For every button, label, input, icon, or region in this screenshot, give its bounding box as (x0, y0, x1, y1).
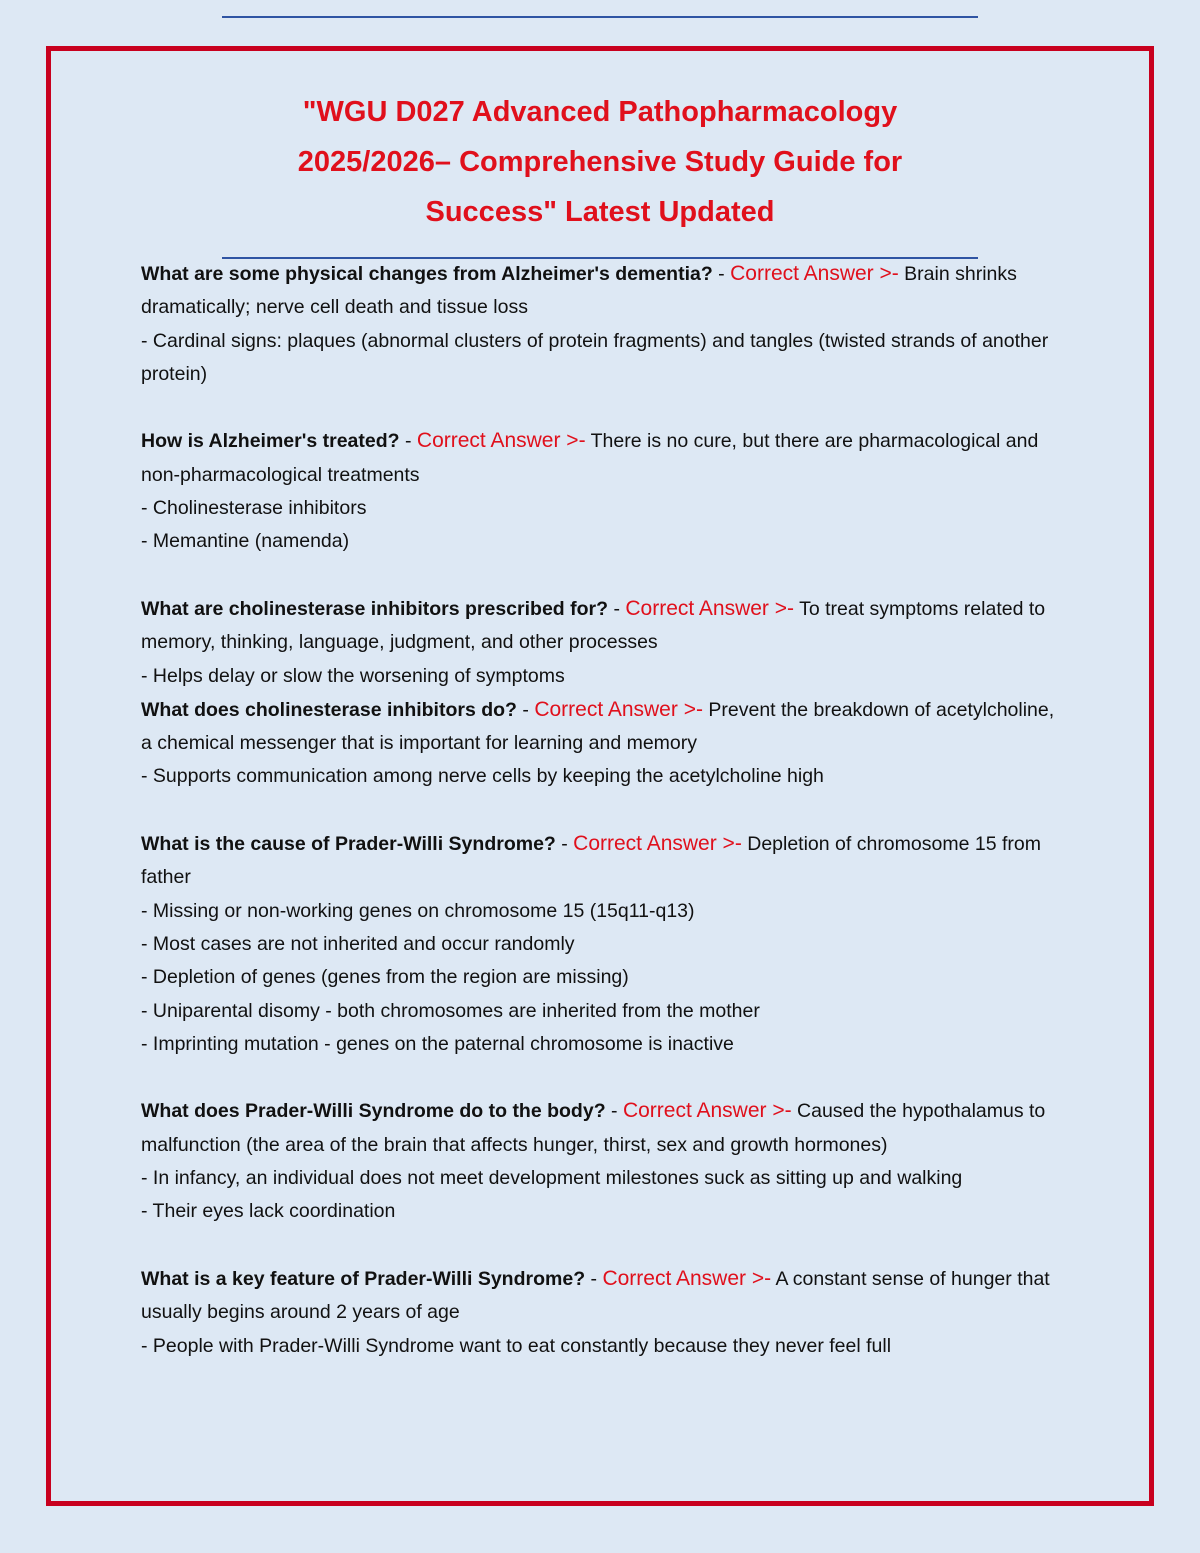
answer: Prevent the breakdown of acetylcholine, a chemical messenger that is important for learning and memory (141, 698, 1055, 755)
answer: Depletion of chromosome 15 from father (141, 833, 1041, 889)
qa-item: What does cholinesterase inhibitors do? - Correct Answer >- Prevent the breakdown of acetylcholine, a chemical messenger that is important for learning and memory - Supports communication among nerve cells by keeping the acetylcholine high (141, 693, 1061, 794)
answer-point: - Missing or non-working genes on chromosome 15 (15q11-q13) (141, 899, 695, 922)
qa-item: What does Prader-Willi Syndrome do to the body? - Correct Answer >- Caused the hypothalamus to malfunction (the area of the brain that affects hunger, thirst, sex and growth hormones) - In infancy, an individual does not meet development milestones suck as sitting up and walking - Their eyes lack coordination (141, 1094, 1061, 1228)
question: What are some physical changes from Alzheimer's dementia? (141, 263, 713, 285)
answer-label: Correct Answer >- (573, 832, 742, 856)
answer-label: Correct Answer >- (622, 1099, 792, 1123)
answer-label: Correct Answer >- (602, 1266, 772, 1290)
answer-label: Correct Answer >- (730, 262, 899, 285)
top-divider (222, 16, 978, 18)
question: What does cholinesterase inhibitors do? (141, 698, 517, 721)
answer-point: - Supports communication among nerve cells by keeping the acetylcholine high (141, 765, 824, 788)
answer-point: - Uniparental disomy - both chromosomes are inherited from the mother (141, 999, 760, 1022)
answer: Brain shrinks dramatically; nerve cell death and tissue loss (141, 263, 1017, 319)
answer-point: - People with Prader-Willi Syndrome want to eat constantly because they never feel full (141, 1334, 892, 1357)
question: What is a key feature of Prader-Willi Syndrome? (141, 1267, 586, 1290)
answer-label: Correct Answer >- (416, 429, 586, 453)
document-title (0, 87, 1200, 237)
answer-point: - Depletion of genes (genes from the region are missing) (141, 966, 629, 989)
question: What are cholinesterase inhibitors prescribed for? (141, 597, 609, 620)
answer: A constant sense of hunger that usually begins around 2 years of age (141, 1267, 1050, 1324)
answer: To treat symptoms related to memory, thinking, language, judgment, and other processes (141, 597, 1046, 654)
qa-item: How is Alzheimer's treated? - Correct Answer >- There is no cure, but there are pharmacological and non-pharmacological treatments - Cholinesterase inhibitors - Memantine (namenda) (141, 424, 1061, 558)
title-line-1: "WGU D027 Advanced Pathopharmacology (302, 96, 898, 128)
answer-label: Correct Answer >- (625, 596, 795, 620)
answer-point: - Imprinting mutation - genes on the paternal chromosome is inactive (141, 1032, 734, 1055)
title-line-3: Success" Latest Updated (425, 196, 775, 228)
answer-point: - Most cases are not inherited and occur randomly (141, 932, 575, 955)
answer-point: - Cholinesterase inhibitors (141, 497, 367, 520)
study-guide-content (141, 257, 1061, 1363)
answer-point: - Memantine (namenda) (141, 530, 350, 553)
qa-item: What are cholinesterase inhibitors prescribed for? - Correct Answer >- To treat symptoms related to memory, thinking, language, judgment, and other processes - Helps delay or slow the worsening of symptoms (141, 592, 1061, 693)
question: How is Alzheimer's treated? (141, 430, 400, 453)
answer-point: - Helps delay or slow the worsening of symptoms (141, 664, 565, 687)
question: What does Prader-Willi Syndrome do to the body? (141, 1100, 606, 1123)
answer: Caused the hypothalamus to malfunction (the area of the brain that affects hunger, thirst, sex and growth hormones) (141, 1100, 1046, 1156)
qa-item: What is a key feature of Prader-Willi Syndrome? - Correct Answer >- A constant sense of hunger that usually begins around 2 years of age - People with Prader-Willi Syndrome want to eat constantly because they never feel full (141, 1262, 1061, 1363)
answer: There is no cure, but there are pharmacological and non-pharmacological treatments (141, 430, 1039, 486)
qa-item: What is the cause of Prader-Willi Syndrome? - Correct Answer >- Depletion of chromosome 15 from father - Missing or non-working genes on chromosome 15 (15q11-q13) - Most cases are not inherited and occur randomly - Depletion of genes (genes from the region are missing) - Uniparental disomy - both chromosomes are inherited from the mother - Imprinting mutation - genes on the paternal chromosome is inactive (141, 827, 1061, 1061)
title-line-2: 2025/2026– Comprehensive Study Guide for (297, 146, 903, 178)
answer-label: Correct Answer >- (534, 697, 703, 721)
qa-item: What are some physical changes from Alzheimer's dementia? - Correct Answer >- Brain shrinks dramatically; nerve cell death and tissue loss - Cardinal signs: plaques (abnormal clusters of protein fragments) and tangles (twisted strands of another protein) (141, 257, 1061, 391)
answer-point: - Cardinal signs: plaques (abnormal clusters of protein fragments) and tangles (twisted strands of another protein) (141, 329, 1049, 385)
question: What is the cause of Prader-Willi Syndrome? (141, 833, 556, 856)
answer-point: - Their eyes lack coordination (141, 1200, 396, 1223)
answer-point: - In infancy, an individual does not meet development milestones suck as sitting up and walking (141, 1167, 963, 1190)
